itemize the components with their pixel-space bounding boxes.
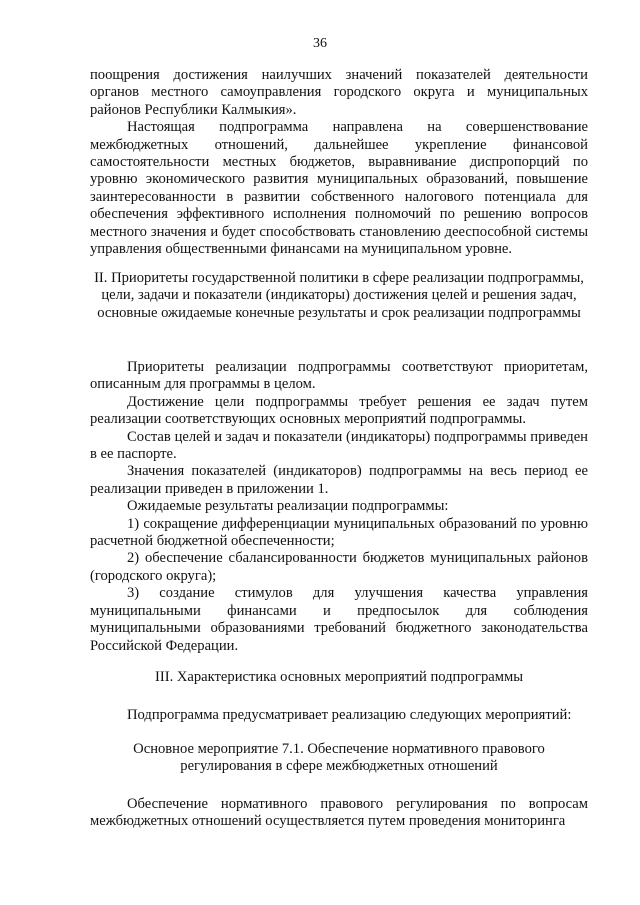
- body-paragraph: Приоритеты реализации подпрограммы соответствуют приоритетам, описанным для программы в целом.: [90, 359, 588, 393]
- section-heading: II. Приоритеты государственной политики в сфере реализации подпрограммы, цели, задачи и показатели (индикаторы) достижения целей и решения задач, основные ожидаемые конечные результаты и срок реализации подпрограммы: [94, 270, 584, 321]
- body-paragraph: Ожидаемые результаты реализации подпрограммы:: [127, 498, 449, 515]
- body-paragraph: Обеспечение нормативного правового регулирования по вопросам межбюджетных отношений осуществляется путем проведения мониторинга: [90, 796, 588, 830]
- measure-heading-block: [90, 741, 588, 776]
- intro-block: [90, 67, 588, 258]
- continuation-paragraph: поощрения достижения наилучших значений показателей деятельности органов местного самоуправления городского округа и муниципальных районов Республики Калмыкия».: [90, 67, 588, 118]
- result-item: 1) сокращение дифференциации муниципальных образований по уровню расчетной бюджетной обеспеченности;: [90, 515, 588, 550]
- result-item: 2) обеспечение сбалансированности бюджетов муниципальных районов (городского округа);: [90, 550, 588, 584]
- section2-body: [90, 359, 588, 655]
- body-paragraph: Подпрограмма предусматривает реализацию следующих мероприятий:: [127, 707, 572, 723]
- body-paragraph: Значения показателей (индикаторов) подпрограммы на весь период ее реализации приведен в приложении 1.: [90, 463, 588, 497]
- section-heading: III. Характеристика основных мероприятий подпрограммы: [154, 669, 523, 685]
- section2-heading-block: [90, 270, 588, 322]
- body-paragraph: Состав целей и задач и показатели (индикаторы) подпрограммы приведен в ее паспорте.: [90, 428, 588, 463]
- purpose-paragraph: Настоящая подпрограмма направлена на совершенствование межбюджетных отношений, дальнейшее укрепление финансовой самостоятельности местных бюджетов, выравнивание диспропорций по уровню экономического развития муниципальных образований, повышение заинтересованности в развитии собственного налогового потенциала для обеспечения эффективного исполнения полномочий по решению вопросов местного значения и будет способствовать становлению дееспособной системы управления общественными финансами на муниципальном уровне.: [90, 119, 588, 258]
- measure-text-block: [90, 796, 588, 831]
- body-paragraph: Достижение цели подпрограммы требует решения ее задач путем реализации соответствующих основных мероприятий подпрограммы.: [90, 393, 588, 428]
- result-item: 3) создание стимулов для улучшения качества управления муниципальными финансами и предпосылок для соблюдения муниципальными образованиями требований бюджетного законодательства Российской Федерации.: [90, 585, 588, 654]
- page-number: 36: [313, 36, 327, 51]
- section3-intro-block: [90, 707, 588, 724]
- measure-heading: Основное мероприятие 7.1. Обеспечение нормативного правового регулирования в сфере межбюджетных отношений: [133, 741, 545, 775]
- section3-heading-block: [90, 669, 588, 686]
